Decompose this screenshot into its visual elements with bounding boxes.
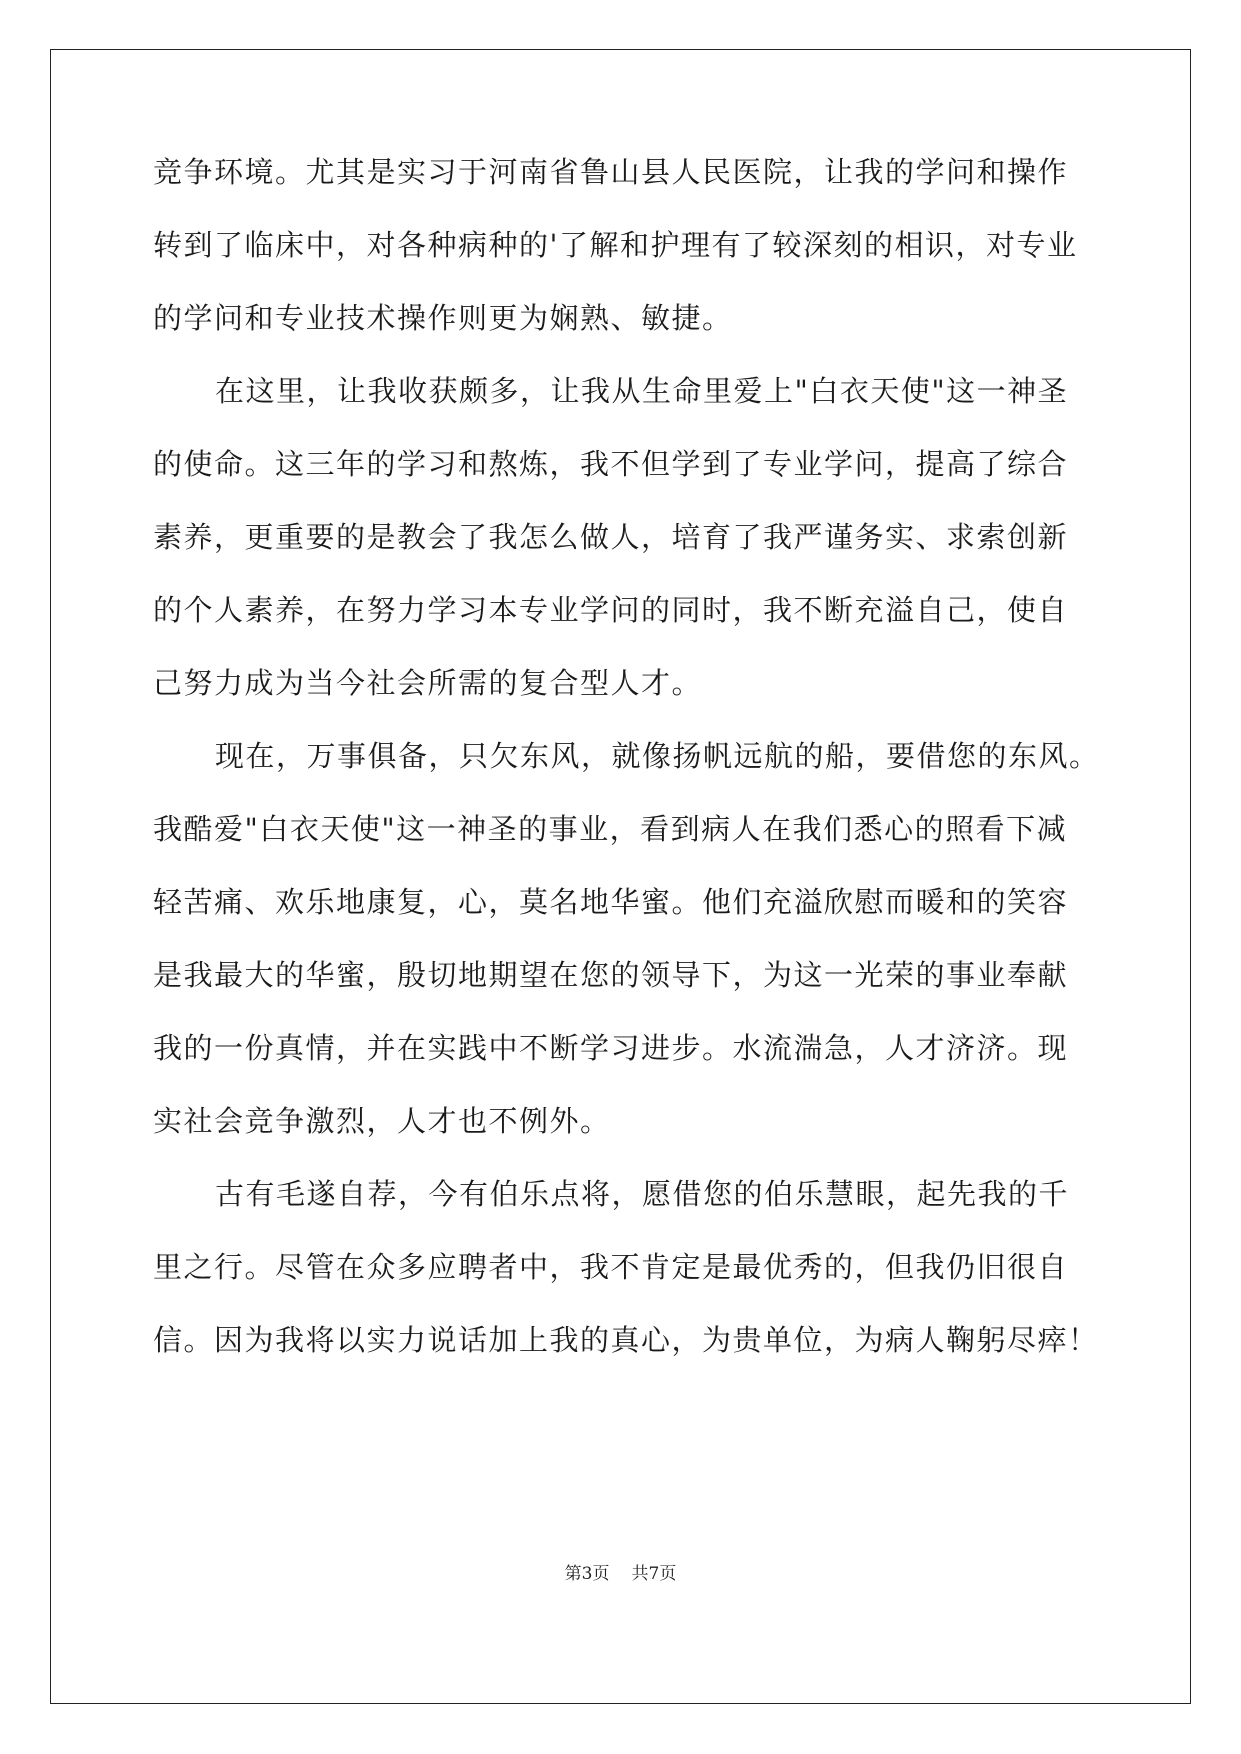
- text-line: 转到了临床中，对各种病种的'了解和护理有了较深刻的相识，对专业: [153, 228, 1078, 262]
- page-number-current: 第3页: [564, 1564, 610, 1584]
- text-line: 素养，更重要的是教会了我怎么做人，培育了我严谨务实、求索创新: [153, 520, 1069, 554]
- text-line: 里之行。尽管在众多应聘者中，我不肯定是最优秀的，但我仍旧很自: [153, 1250, 1069, 1284]
- text-line: 的使命。这三年的学习和熬炼，我不但学到了专业学问，提高了综合: [153, 447, 1069, 481]
- paragraph-start-line: 在这里，让我收获颇多，让我从生命里爱上"白衣天使"这一神圣: [215, 374, 1069, 408]
- page-number-total: 共7页: [631, 1564, 677, 1584]
- page-footer: [0, 1562, 1241, 1586]
- text-line: 轻苦痛、欢乐地康复，心，莫名地华蜜。他们充溢欣慰而暖和的笑容: [153, 885, 1069, 919]
- paragraph-start-line: 古有毛遂自荐，今有伯乐点将，愿借您的伯乐慧眼，起先我的千: [215, 1177, 1070, 1211]
- text-line: 信。因为我将以实力说话加上我的真心，为贵单位，为病人鞠躬尽瘁！: [153, 1323, 1099, 1357]
- text-line: 我酷爱"白衣天使"这一神圣的事业，看到病人在我们悉心的照看下减: [153, 812, 1068, 846]
- text-line: 我的一份真情，并在实践中不断学习进步。水流湍急，人才济济。现: [153, 1031, 1069, 1065]
- text-line: 竞争环境。尤其是实习于河南省鲁山县人民医院，让我的学问和操作: [153, 155, 1069, 189]
- text-line: 的学问和专业技术操作则更为娴熟、敏捷。: [153, 301, 733, 335]
- paragraph-start-line: 现在，万事俱备，只欠东风，就像扬帆远航的船，要借您的东风。: [215, 739, 1100, 773]
- text-line: 的个人素养，在努力学习本专业学问的同时，我不断充溢自己，使自: [153, 593, 1069, 627]
- text-line: 实社会竞争激烈，人才也不例外。: [153, 1104, 611, 1138]
- text-line: 是我最大的华蜜，殷切地期望在您的领导下，为这一光荣的事业奉献: [153, 958, 1069, 992]
- text-line: 己努力成为当今社会所需的复合型人才。: [153, 666, 703, 700]
